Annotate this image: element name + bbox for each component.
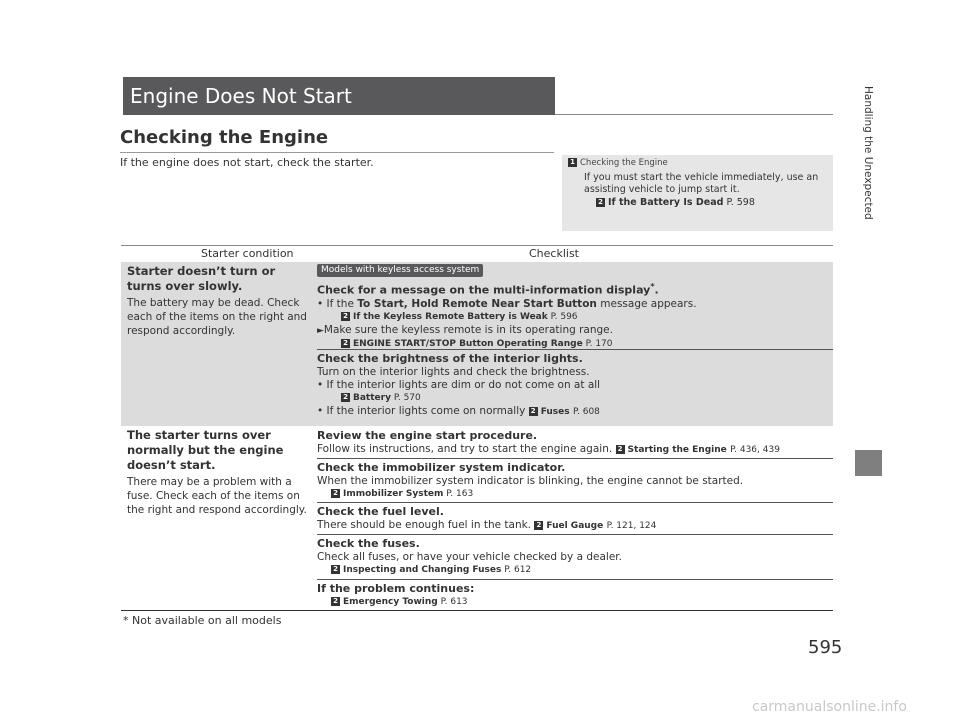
- row1-check2: Check the brightness of the interior lights. Turn on the interior lights and check the brightness. • If the interior lights are dim or do not come on at all 2 Battery P. 570 • If the interior lights come on normally 2 Fuses P. 608: [317, 351, 833, 419]
- step-arrow-icon: ►: [317, 325, 324, 336]
- ref-immobilizer[interactable]: 2 Immobilizer System P. 163: [317, 488, 833, 501]
- reference-arrow-icon: 2: [331, 597, 340, 606]
- note-icon: 1: [568, 158, 577, 167]
- col-header-checklist: Checklist: [529, 247, 579, 260]
- model-badge: Models with keyless access system: [317, 264, 483, 277]
- col-header-condition: Starter condition: [201, 247, 294, 260]
- row2-check1: Review the engine start procedure. Follow its instructions, and try to start the engine again. 2 Starting the Engine P. 436, 439: [317, 429, 780, 455]
- title-rule: [555, 114, 833, 115]
- table-header: [121, 245, 833, 263]
- row2-check3: Check the fuel level. There should be enough fuel in the tank. 2 Fuel Gauge P. 121, 124: [317, 505, 657, 531]
- reference-arrow-icon: 2: [534, 521, 543, 530]
- chapter-title-bar: [123, 77, 555, 115]
- sidenote-body: If you must start the vehicle immediately, use an assisting vehicle to jump start it.: [584, 172, 819, 195]
- row-divider: [317, 502, 833, 503]
- row1-check1: Models with keyless access system Check for a message on the multi-information display*. • If the To Start, Hold Remote Near Start Button message appears. 2 If the Keyless Remote Battery is Weak P. 596 ►Make sure the keyless remote is in its operating range. 2 ENGINE START/STOP Button Operating Range P. 170: [317, 263, 833, 351]
- ref-starting-engine[interactable]: Starting the Engine: [627, 445, 727, 455]
- sidenote-heading: 1 Checking the Engine: [568, 158, 827, 168]
- ref-changing-fuses[interactable]: 2 Inspecting and Changing Fuses P. 612: [317, 564, 833, 577]
- ref-battery[interactable]: 2 Battery P. 570: [317, 392, 833, 405]
- watermark: carmanualsonline.info: [752, 699, 907, 715]
- ref-emergency-towing[interactable]: 2 Emergency Towing P. 613: [317, 596, 833, 609]
- footnote: * Not available on all models: [123, 614, 282, 627]
- chapter-title: Engine Does Not Start: [130, 84, 352, 108]
- row2-check2: Check the immobilizer system indicator. When the immobilizer system indicator is blinking, the engine cannot be started. 2 Immobilizer System P. 163: [317, 460, 833, 501]
- ref-fuses[interactable]: Fuses: [540, 407, 570, 417]
- chapter-side-label: Handling the Unexpected: [862, 86, 874, 220]
- sidenote-box: [562, 155, 833, 231]
- row2-condition: The starter turns over normally but the engine doesn’t start. There may be a problem with a fuse. Check each of the items on the right and respond accordingly.: [127, 428, 307, 516]
- section-title: Checking the Engine: [120, 127, 329, 148]
- reference-arrow-icon: 2: [331, 565, 340, 574]
- reference-arrow-icon: 2: [596, 198, 605, 207]
- reference-arrow-icon: 2: [341, 312, 350, 321]
- sidenote-ref[interactable]: 2 If the Battery Is Dead P. 598: [568, 196, 827, 210]
- section-rule: [120, 152, 554, 153]
- page-number: 595: [808, 637, 843, 658]
- row-divider: [317, 579, 833, 580]
- row2-check5: If the problem continues: 2 Emergency Towing P. 613: [317, 581, 833, 609]
- row-divider: [317, 534, 833, 535]
- row-divider: [317, 349, 833, 350]
- reference-arrow-icon: 2: [341, 339, 350, 348]
- ref-fuel-gauge[interactable]: Fuel Gauge: [546, 521, 604, 531]
- row2-check4: Check the fuses. Check all fuses, or have your vehicle checked by a dealer. 2 Inspecting and Changing Fuses P. 612: [317, 536, 833, 577]
- reference-arrow-icon: 2: [616, 445, 625, 454]
- chapter-tab-marker: [855, 450, 882, 476]
- reference-arrow-icon: 2: [529, 407, 538, 416]
- row-divider: [317, 458, 833, 459]
- ref-keyless-battery[interactable]: 2 If the Keyless Remote Battery is Weak P. 596: [317, 311, 833, 324]
- row1-condition: Starter doesn’t turn or turns over slowly. The battery may be dead. Check each of the items on the right and respond accordingly.: [127, 264, 307, 337]
- intro-text: If the engine does not start, check the starter.: [120, 156, 374, 169]
- reference-arrow-icon: 2: [331, 489, 340, 498]
- ref-start-stop-range[interactable]: 2 ENGINE START/STOP Button Operating Range P. 170: [317, 338, 833, 351]
- reference-arrow-icon: 2: [341, 393, 350, 402]
- table-bottom-rule: [121, 610, 833, 611]
